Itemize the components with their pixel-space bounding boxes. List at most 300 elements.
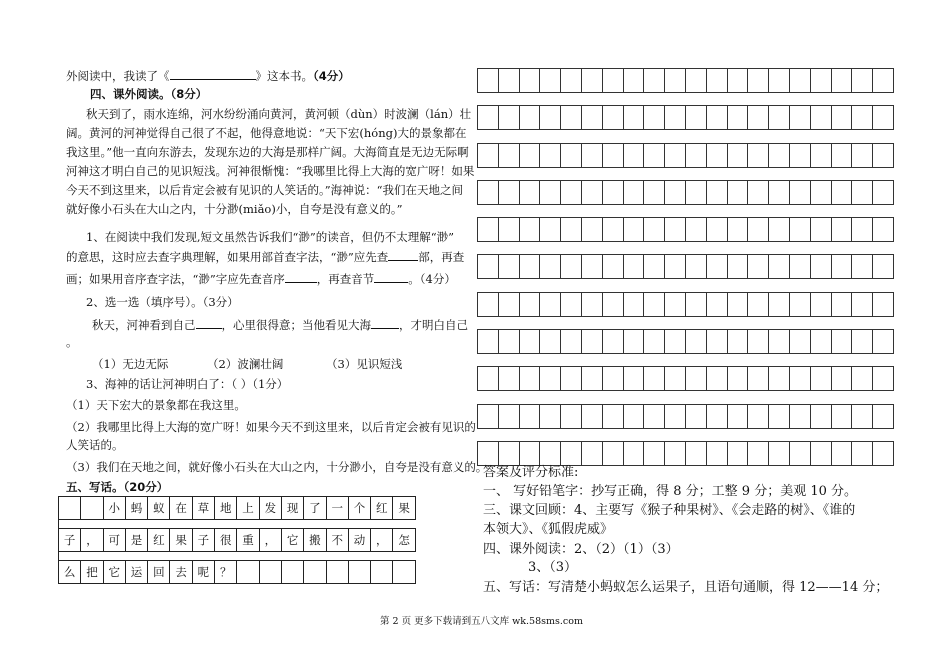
q1-text-b: 部，再查: [418, 250, 465, 264]
grid-cell[interactable]: [327, 561, 349, 583]
composition-cell[interactable]: [728, 442, 749, 465]
composition-cell[interactable]: [707, 106, 728, 129]
composition-cell[interactable]: [832, 330, 853, 353]
composition-cell[interactable]: [603, 106, 624, 129]
q3-option-3: （3）我们在天地之间，就好像小石头在大山之内，十分渺小，自夸是没有意义的。: [66, 460, 488, 474]
composition-cell[interactable]: [624, 293, 645, 316]
composition-cell[interactable]: [790, 330, 811, 353]
composition-cell[interactable]: [686, 218, 707, 241]
passage-line-6: 就好像小石头在大山之内，十分渺(miǎo)小，自夸是没有意义的。”: [66, 202, 403, 216]
grid-cell[interactable]: 子: [59, 529, 81, 551]
grid-cell[interactable]: [349, 561, 371, 583]
composition-cell[interactable]: [478, 405, 499, 428]
composition-cell[interactable]: [582, 106, 603, 129]
page-footer: 第 2 页 更多下载请到五八文库 wk.58sms.com: [380, 616, 583, 627]
grid-cell[interactable]: 果: [170, 529, 192, 551]
composition-cell[interactable]: [832, 405, 853, 428]
composition-cell[interactable]: [520, 144, 541, 167]
composition-cell[interactable]: [852, 69, 873, 92]
grid-cell[interactable]: 把: [81, 561, 103, 583]
composition-cell[interactable]: [790, 106, 811, 129]
composition-cell[interactable]: [769, 106, 790, 129]
composition-cell[interactable]: [811, 405, 832, 428]
composition-cell[interactable]: [478, 255, 499, 278]
composition-cell[interactable]: [852, 330, 873, 353]
composition-cell[interactable]: [540, 255, 561, 278]
composition-cell[interactable]: [561, 144, 582, 167]
composition-cell[interactable]: [478, 144, 499, 167]
composition-cell[interactable]: [811, 106, 832, 129]
composition-cell[interactable]: [852, 144, 873, 167]
composition-cell[interactable]: [644, 330, 665, 353]
composition-cell[interactable]: [644, 255, 665, 278]
composition-cell[interactable]: [540, 144, 561, 167]
composition-cell[interactable]: [769, 442, 790, 465]
composition-cell[interactable]: [811, 293, 832, 316]
grid-cell[interactable]: 发: [260, 497, 282, 519]
composition-cell[interactable]: [873, 255, 894, 278]
composition-cell[interactable]: [499, 367, 520, 390]
grid-cell[interactable]: 重: [237, 529, 259, 551]
composition-cell[interactable]: [499, 330, 520, 353]
composition-cell[interactable]: [582, 144, 603, 167]
q1-text-e: 。（4分）: [408, 272, 456, 286]
composition-cell[interactable]: [811, 330, 832, 353]
composition-cell[interactable]: [582, 442, 603, 465]
composition-cell[interactable]: [852, 218, 873, 241]
composition-cell[interactable]: [748, 330, 769, 353]
grid-cell[interactable]: 一: [327, 497, 349, 519]
composition-cell[interactable]: [478, 106, 499, 129]
composition-cell[interactable]: [561, 181, 582, 204]
composition-cell[interactable]: [603, 442, 624, 465]
composition-cell[interactable]: [624, 106, 645, 129]
composition-cell[interactable]: [748, 106, 769, 129]
composition-cell[interactable]: [499, 144, 520, 167]
composition-cell[interactable]: [852, 293, 873, 316]
composition-cell[interactable]: [478, 69, 499, 92]
syllable-blank[interactable]: [374, 270, 408, 283]
composition-cell[interactable]: [811, 442, 832, 465]
grid-cell[interactable]: 草: [193, 497, 215, 519]
grid-cell[interactable]: 呢: [193, 561, 215, 583]
grid-cell[interactable]: 可: [104, 529, 126, 551]
composition-cell[interactable]: [790, 218, 811, 241]
composition-cell[interactable]: [873, 330, 894, 353]
composition-cell[interactable]: [790, 69, 811, 92]
composition-cell[interactable]: [603, 255, 624, 278]
composition-cell[interactable]: [790, 293, 811, 316]
grid-cell[interactable]: 去: [170, 561, 192, 583]
writing-grid: [58, 496, 416, 584]
composition-cell[interactable]: [499, 405, 520, 428]
composition-cell[interactable]: [624, 181, 645, 204]
composition-cell[interactable]: [769, 405, 790, 428]
grid-cell[interactable]: 怎: [393, 529, 415, 551]
composition-cell[interactable]: [873, 442, 894, 465]
reading-record-line: [66, 67, 350, 86]
q2-title: 2、选一选（填序号）。（3分）: [86, 295, 239, 309]
composition-row: [477, 404, 894, 429]
composition-cell[interactable]: [665, 442, 686, 465]
composition-cell[interactable]: [790, 405, 811, 428]
composition-cell[interactable]: [686, 144, 707, 167]
composition-cell[interactable]: [728, 255, 749, 278]
composition-cell[interactable]: [832, 144, 853, 167]
composition-cell[interactable]: [540, 218, 561, 241]
grid-cell[interactable]: 动: [349, 529, 371, 551]
composition-cell[interactable]: [728, 181, 749, 204]
grid-cell[interactable]: 现: [282, 497, 304, 519]
initial-blank[interactable]: [285, 270, 317, 283]
composition-cell[interactable]: [769, 218, 790, 241]
composition-cell[interactable]: [540, 330, 561, 353]
composition-cell[interactable]: [832, 106, 853, 129]
composition-cell[interactable]: [644, 69, 665, 92]
composition-cell[interactable]: [665, 218, 686, 241]
composition-cell[interactable]: [499, 181, 520, 204]
reading-record-prefix: 外阅读中，我读了《: [66, 69, 170, 83]
q2-text-c: ，才明白自己: [399, 318, 468, 332]
composition-cell[interactable]: [665, 181, 686, 204]
composition-cell[interactable]: [707, 367, 728, 390]
composition-cell[interactable]: [520, 330, 541, 353]
composition-cell[interactable]: [748, 405, 769, 428]
q1-line-1: 1、在阅读中我们发现,短文虽然告诉我们“渺”的读音，但仍不太理解“渺”: [86, 230, 454, 244]
composition-cell[interactable]: [665, 144, 686, 167]
grid-cell[interactable]: 上: [237, 497, 259, 519]
composition-cell[interactable]: [873, 106, 894, 129]
grid-cell[interactable]: 在: [170, 497, 192, 519]
composition-cell[interactable]: [811, 181, 832, 204]
grid-cell[interactable]: 个: [349, 497, 371, 519]
composition-cell[interactable]: [582, 218, 603, 241]
composition-cell[interactable]: [540, 106, 561, 129]
composition-cell[interactable]: [624, 367, 645, 390]
composition-cell[interactable]: [478, 181, 499, 204]
composition-cell[interactable]: [478, 330, 499, 353]
composition-cell[interactable]: [582, 405, 603, 428]
composition-cell[interactable]: [603, 69, 624, 92]
composition-cell[interactable]: [582, 69, 603, 92]
composition-cell[interactable]: [540, 293, 561, 316]
composition-cell[interactable]: [790, 181, 811, 204]
grid-cell[interactable]: 它: [104, 561, 126, 583]
composition-cell[interactable]: [665, 367, 686, 390]
composition-cell[interactable]: [665, 255, 686, 278]
grid-cell[interactable]: [260, 561, 282, 583]
composition-cell[interactable]: [748, 69, 769, 92]
composition-cell[interactable]: [540, 367, 561, 390]
composition-cell[interactable]: [769, 181, 790, 204]
composition-cell[interactable]: [520, 106, 541, 129]
grid-cell[interactable]: 蚁: [148, 497, 170, 519]
grid-cell[interactable]: [59, 497, 81, 519]
composition-cell[interactable]: [624, 442, 645, 465]
composition-cell[interactable]: [769, 144, 790, 167]
composition-cell[interactable]: [707, 181, 728, 204]
composition-cell[interactable]: [686, 442, 707, 465]
composition-cell[interactable]: [686, 106, 707, 129]
composition-cell[interactable]: [582, 255, 603, 278]
composition-cell[interactable]: [561, 367, 582, 390]
composition-cell[interactable]: [603, 218, 624, 241]
grid-cell[interactable]: 果: [393, 497, 415, 519]
composition-cell[interactable]: [665, 330, 686, 353]
composition-cell[interactable]: [478, 367, 499, 390]
composition-cell[interactable]: [707, 144, 728, 167]
grid-row-1: [59, 496, 416, 520]
composition-cell[interactable]: [873, 367, 894, 390]
grid-cell[interactable]: [282, 561, 304, 583]
composition-cell[interactable]: [728, 330, 749, 353]
grid-cell[interactable]: 么: [59, 561, 81, 583]
composition-cell[interactable]: [852, 442, 873, 465]
composition-cell[interactable]: [790, 255, 811, 278]
composition-cell[interactable]: [748, 293, 769, 316]
composition-cell[interactable]: [520, 218, 541, 241]
grid-cell[interactable]: 搬: [304, 529, 326, 551]
composition-cell[interactable]: [603, 144, 624, 167]
composition-cell[interactable]: [520, 181, 541, 204]
passage-line-3: 我这里。”他一直向东游去，发现东边的大海是那样广阔。大海简直是无边无际啊: [66, 145, 469, 159]
composition-cell[interactable]: [852, 255, 873, 278]
q2-blank-1[interactable]: [196, 316, 222, 329]
book-title-blank[interactable]: [170, 67, 256, 80]
composition-cell[interactable]: [728, 218, 749, 241]
composition-cell[interactable]: [728, 367, 749, 390]
composition-cell[interactable]: [520, 367, 541, 390]
composition-cell[interactable]: [561, 405, 582, 428]
composition-cell[interactable]: [769, 293, 790, 316]
composition-cell[interactable]: [852, 106, 873, 129]
composition-cell[interactable]: [520, 255, 541, 278]
composition-cell[interactable]: [540, 69, 561, 92]
composition-cell[interactable]: [540, 181, 561, 204]
grid-cell[interactable]: 小: [104, 497, 126, 519]
composition-cell[interactable]: [728, 69, 749, 92]
composition-cell[interactable]: [644, 106, 665, 129]
answers-title: 答案及评分标准:: [483, 465, 579, 480]
passage-line-4: 河神这才明白自己的见识短浅。河神很惭愧：“我哪里比得上大海的宽广呀！如果: [66, 164, 475, 178]
composition-cell[interactable]: [707, 293, 728, 316]
composition-cell[interactable]: [707, 255, 728, 278]
composition-cell[interactable]: [624, 144, 645, 167]
composition-cell[interactable]: [852, 367, 873, 390]
composition-cell[interactable]: [478, 293, 499, 316]
composition-cell[interactable]: [603, 405, 624, 428]
grid-cell[interactable]: 红: [371, 497, 393, 519]
q2-sentence: [92, 316, 468, 335]
grid-cell[interactable]: [393, 561, 415, 583]
composition-cell[interactable]: [728, 293, 749, 316]
composition-cell[interactable]: [603, 293, 624, 316]
composition-cell[interactable]: [686, 405, 707, 428]
grid-cell[interactable]: [237, 561, 259, 583]
composition-grid: [477, 68, 894, 478]
composition-cell[interactable]: [624, 218, 645, 241]
composition-cell[interactable]: [832, 442, 853, 465]
composition-cell[interactable]: [686, 330, 707, 353]
composition-cell[interactable]: [644, 367, 665, 390]
composition-cell[interactable]: [520, 405, 541, 428]
q1-text-d: ，再查音节: [316, 272, 375, 286]
composition-cell[interactable]: [707, 218, 728, 241]
composition-cell[interactable]: [582, 330, 603, 353]
composition-cell[interactable]: [499, 218, 520, 241]
composition-cell[interactable]: [540, 405, 561, 428]
grid-cell[interactable]: ，: [81, 529, 103, 551]
q2-text-b: ，心里很得意；当他看见大海: [221, 318, 371, 332]
composition-cell[interactable]: [499, 106, 520, 129]
q2-tail: 。: [66, 335, 78, 349]
grid-row-3: [59, 560, 416, 584]
grid-cell[interactable]: 蚂: [126, 497, 148, 519]
composition-cell[interactable]: [582, 367, 603, 390]
q2-option-2: （2）波澜壮阔: [207, 357, 284, 371]
composition-cell[interactable]: [748, 144, 769, 167]
composition-cell[interactable]: [686, 293, 707, 316]
composition-cell[interactable]: [811, 218, 832, 241]
composition-cell[interactable]: [644, 144, 665, 167]
section-4-title: 四、课外阅读。（8分）: [90, 87, 208, 101]
composition-cell[interactable]: [748, 218, 769, 241]
composition-cell[interactable]: [520, 293, 541, 316]
composition-cell[interactable]: [644, 405, 665, 428]
grid-cell[interactable]: 它: [282, 529, 304, 551]
grid-cell[interactable]: 红: [148, 529, 170, 551]
composition-cell[interactable]: [561, 330, 582, 353]
composition-cell[interactable]: [811, 255, 832, 278]
q2-blank-2[interactable]: [371, 316, 399, 329]
composition-cell[interactable]: [520, 69, 541, 92]
composition-cell[interactable]: [686, 69, 707, 92]
grid-cell[interactable]: 回: [148, 561, 170, 583]
q2-option-1: （1）无边无际: [92, 357, 169, 371]
composition-cell[interactable]: [769, 330, 790, 353]
composition-cell[interactable]: [873, 293, 894, 316]
composition-cell[interactable]: [832, 218, 853, 241]
composition-cell[interactable]: [665, 293, 686, 316]
composition-cell[interactable]: [665, 106, 686, 129]
composition-cell[interactable]: [852, 181, 873, 204]
composition-cell[interactable]: [644, 218, 665, 241]
grid-cell[interactable]: 不: [327, 529, 349, 551]
composition-cell[interactable]: [603, 367, 624, 390]
composition-cell[interactable]: [644, 293, 665, 316]
composition-cell[interactable]: [499, 69, 520, 92]
grid-cell[interactable]: 了: [304, 497, 326, 519]
answer-4-line-2: 3、（3）: [528, 560, 578, 575]
composition-cell[interactable]: [873, 181, 894, 204]
composition-cell[interactable]: [873, 218, 894, 241]
composition-row: [477, 254, 894, 279]
composition-cell[interactable]: [582, 181, 603, 204]
grid-cell[interactable]: 地: [215, 497, 237, 519]
composition-cell[interactable]: [707, 69, 728, 92]
composition-cell[interactable]: [811, 144, 832, 167]
composition-cell[interactable]: [624, 405, 645, 428]
composition-cell[interactable]: [748, 442, 769, 465]
grid-cell[interactable]: ，: [260, 529, 282, 551]
composition-cell[interactable]: [748, 367, 769, 390]
grid-cell[interactable]: 是: [126, 529, 148, 551]
composition-cell[interactable]: [728, 106, 749, 129]
radical-blank[interactable]: [388, 248, 418, 261]
grid-cell[interactable]: 运: [126, 561, 148, 583]
composition-cell[interactable]: [561, 69, 582, 92]
composition-cell[interactable]: [748, 181, 769, 204]
composition-cell[interactable]: [748, 255, 769, 278]
composition-cell[interactable]: [811, 69, 832, 92]
composition-cell[interactable]: [707, 330, 728, 353]
composition-cell[interactable]: [852, 405, 873, 428]
grid-cell[interactable]: ，: [371, 529, 393, 551]
composition-cell[interactable]: [686, 255, 707, 278]
composition-cell[interactable]: [624, 330, 645, 353]
composition-cell[interactable]: [769, 255, 790, 278]
composition-cell[interactable]: [707, 405, 728, 428]
composition-cell[interactable]: [561, 106, 582, 129]
composition-cell[interactable]: [499, 293, 520, 316]
composition-cell[interactable]: [873, 144, 894, 167]
composition-cell[interactable]: [686, 367, 707, 390]
grid-cell[interactable]: [371, 561, 393, 583]
grid-cell[interactable]: [304, 561, 326, 583]
composition-cell[interactable]: [790, 144, 811, 167]
grid-cell[interactable]: [81, 497, 103, 519]
composition-cell[interactable]: [603, 330, 624, 353]
composition-cell[interactable]: [644, 181, 665, 204]
composition-cell[interactable]: [707, 442, 728, 465]
grid-cell[interactable]: ？: [215, 561, 237, 583]
composition-cell[interactable]: [873, 405, 894, 428]
composition-cell[interactable]: [644, 442, 665, 465]
answer-3-line-2: 本领大》、《狐假虎威》: [483, 522, 614, 537]
composition-cell[interactable]: [769, 69, 790, 92]
composition-cell[interactable]: [832, 293, 853, 316]
q2-text-a: 秋天，河神看到自己: [92, 318, 196, 332]
composition-cell[interactable]: [832, 181, 853, 204]
composition-cell[interactable]: [832, 367, 853, 390]
composition-cell[interactable]: [873, 69, 894, 92]
composition-cell[interactable]: [478, 218, 499, 241]
composition-cell[interactable]: [561, 255, 582, 278]
composition-cell[interactable]: [728, 144, 749, 167]
grid-cell[interactable]: 很: [215, 529, 237, 551]
answer-1: 一、 写好铅笔字：抄写正确，得 8 分；工整 9 分；美观 10 分。: [483, 484, 858, 499]
grid-cell[interactable]: 子: [193, 529, 215, 551]
composition-cell[interactable]: [769, 367, 790, 390]
composition-cell[interactable]: [790, 367, 811, 390]
composition-cell[interactable]: [832, 69, 853, 92]
composition-cell[interactable]: [665, 405, 686, 428]
composition-cell[interactable]: [499, 255, 520, 278]
composition-cell[interactable]: [624, 69, 645, 92]
composition-cell[interactable]: [561, 218, 582, 241]
composition-cell[interactable]: [561, 293, 582, 316]
composition-cell[interactable]: [728, 405, 749, 428]
composition-cell[interactable]: [811, 367, 832, 390]
composition-cell[interactable]: [790, 442, 811, 465]
q3-option-2-cont: 人笑话的。: [66, 438, 124, 452]
composition-cell[interactable]: [624, 255, 645, 278]
composition-cell[interactable]: [686, 181, 707, 204]
composition-cell[interactable]: [665, 69, 686, 92]
composition-cell[interactable]: [832, 255, 853, 278]
composition-cell[interactable]: [603, 181, 624, 204]
composition-cell[interactable]: [582, 293, 603, 316]
